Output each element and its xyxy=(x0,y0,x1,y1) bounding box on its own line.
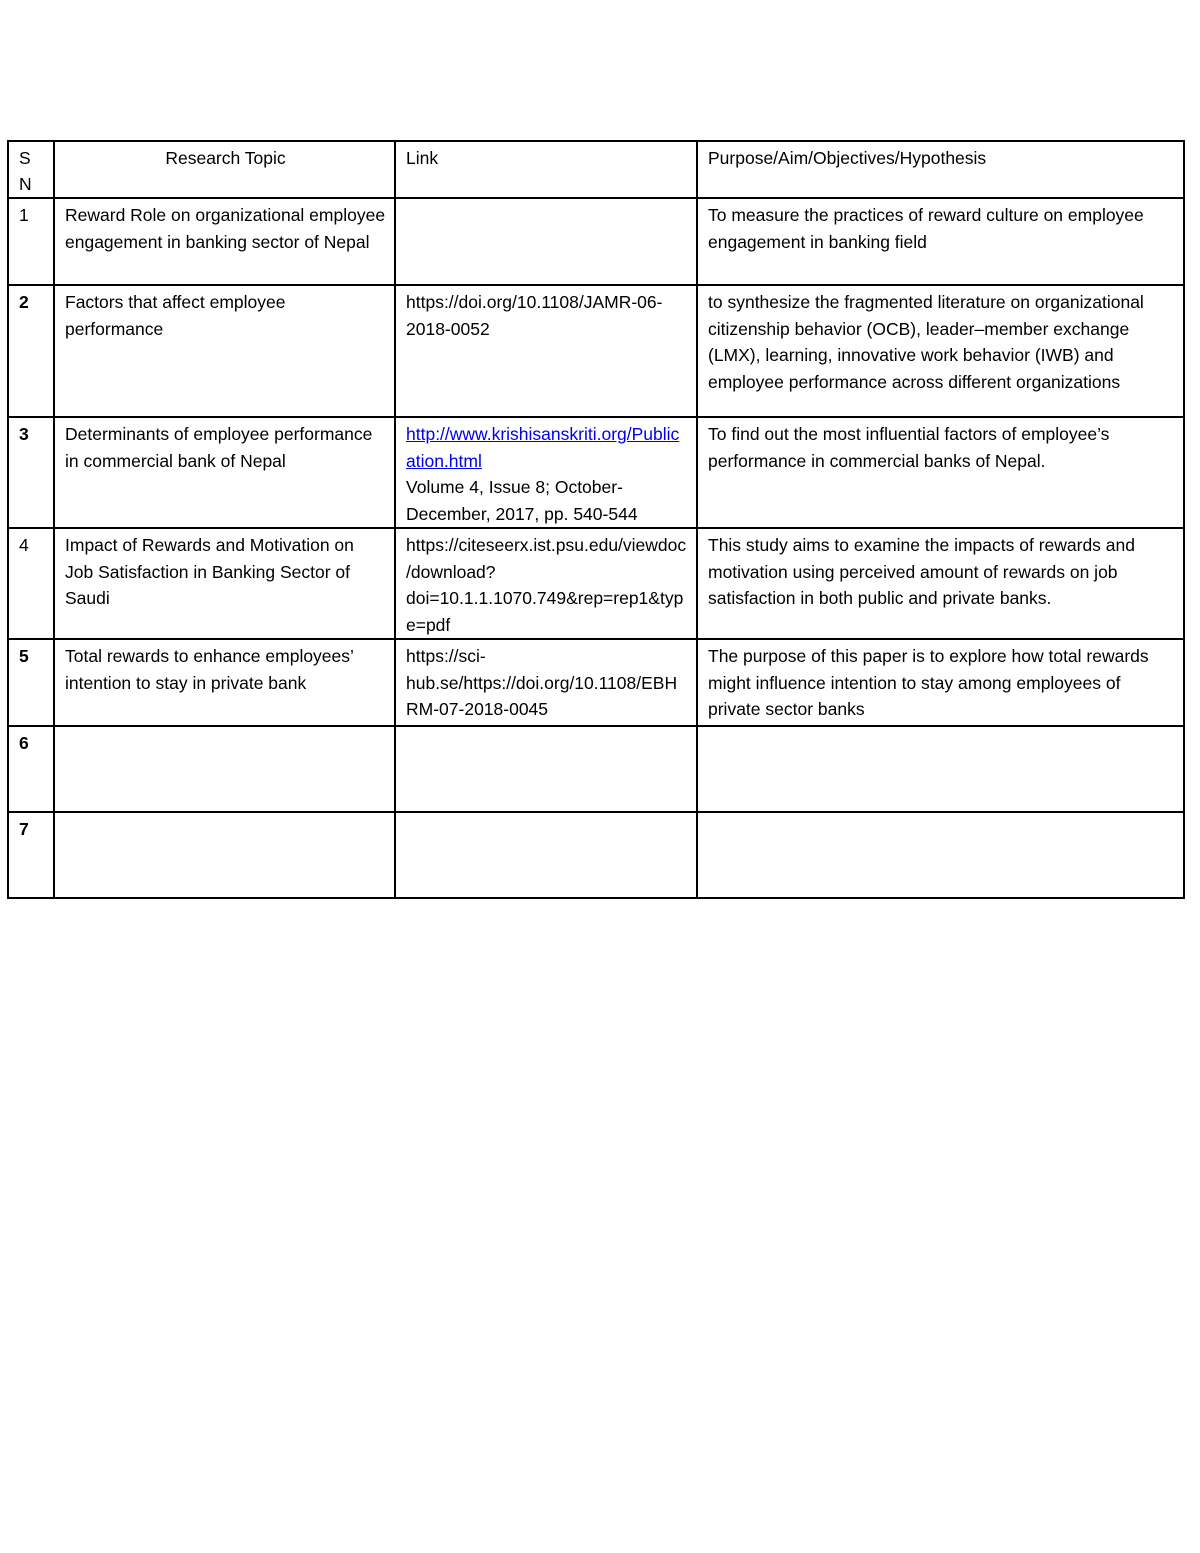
row-link: https://doi.org/10.1108/JAMR-06-2018-0052 xyxy=(395,285,697,417)
row-topic xyxy=(54,812,395,898)
row-purpose: The purpose of this paper is to explore how total rewards might influence intention to stay among employees of private sector banks xyxy=(697,639,1184,726)
row-sn: 7 xyxy=(8,812,54,898)
row-sn: 6 xyxy=(8,726,54,812)
row-topic xyxy=(54,726,395,812)
row-purpose xyxy=(697,812,1184,898)
row-sn: 5 xyxy=(8,639,54,726)
row-link xyxy=(395,417,697,528)
row-sn: 4 xyxy=(8,528,54,639)
row-link-url[interactable]: http://www.krishisanskriti.org/Publication.html xyxy=(406,424,680,471)
row-purpose: To find out the most influential factors of employee’s performance in commercial banks of Nepal. xyxy=(697,417,1184,528)
header-link: Link xyxy=(395,141,697,198)
table-row xyxy=(8,639,1184,726)
row-topic: Reward Role on organizational employee engagement in banking sector of Nepal xyxy=(54,198,395,285)
row-purpose: This study aims to examine the impacts of rewards and motivation using perceived amount of rewards on job satisfaction in both public and private banks. xyxy=(697,528,1184,639)
table-row xyxy=(8,198,1184,285)
row-topic: Impact of Rewards and Motivation on Job Satisfaction in Banking Sector of Saudi xyxy=(54,528,395,639)
row-topic: Total rewards to enhance employees’ intention to stay in private bank xyxy=(54,639,395,726)
row-link xyxy=(395,812,697,898)
table-header-row xyxy=(8,141,1184,198)
header-purpose: Purpose/Aim/Objectives/Hypothesis xyxy=(697,141,1184,198)
row-purpose: To measure the practices of reward culture on employee engagement in banking field xyxy=(697,198,1184,285)
row-purpose xyxy=(697,726,1184,812)
header-sn-line1: S xyxy=(19,148,31,168)
header-research-topic: Research Topic xyxy=(54,141,395,198)
row-link-citation: Volume 4, Issue 8; October-December, 2017, pp. 540-544 xyxy=(406,477,638,524)
row-link xyxy=(395,198,697,285)
row-sn: 2 xyxy=(8,285,54,417)
table-row xyxy=(8,528,1184,639)
row-sn: 1 xyxy=(8,198,54,285)
header-sn xyxy=(8,141,54,198)
row-sn: 3 xyxy=(8,417,54,528)
table-row xyxy=(8,285,1184,417)
table-row xyxy=(8,726,1184,812)
row-topic: Factors that affect employee performance xyxy=(54,285,395,417)
row-link: https://sci-hub.se/https://doi.org/10.1108/EBHRM-07-2018-0045 xyxy=(395,639,697,726)
research-table xyxy=(7,140,1185,899)
table-row xyxy=(8,417,1184,528)
row-purpose: to synthesize the fragmented literature on organizational citizenship behavior (OCB), leader–member exchange (LMX), learning, innovative work behavior (IWB) and employee performance across different organizations xyxy=(697,285,1184,417)
row-topic: Determinants of employee performance in commercial bank of Nepal xyxy=(54,417,395,528)
table-row xyxy=(8,812,1184,898)
row-link: https://citeseerx.ist.psu.edu/viewdoc/download?doi=10.1.1.1070.749&rep=rep1&type=pdf xyxy=(395,528,697,639)
header-sn-line2: N xyxy=(19,174,32,194)
row-link xyxy=(395,726,697,812)
